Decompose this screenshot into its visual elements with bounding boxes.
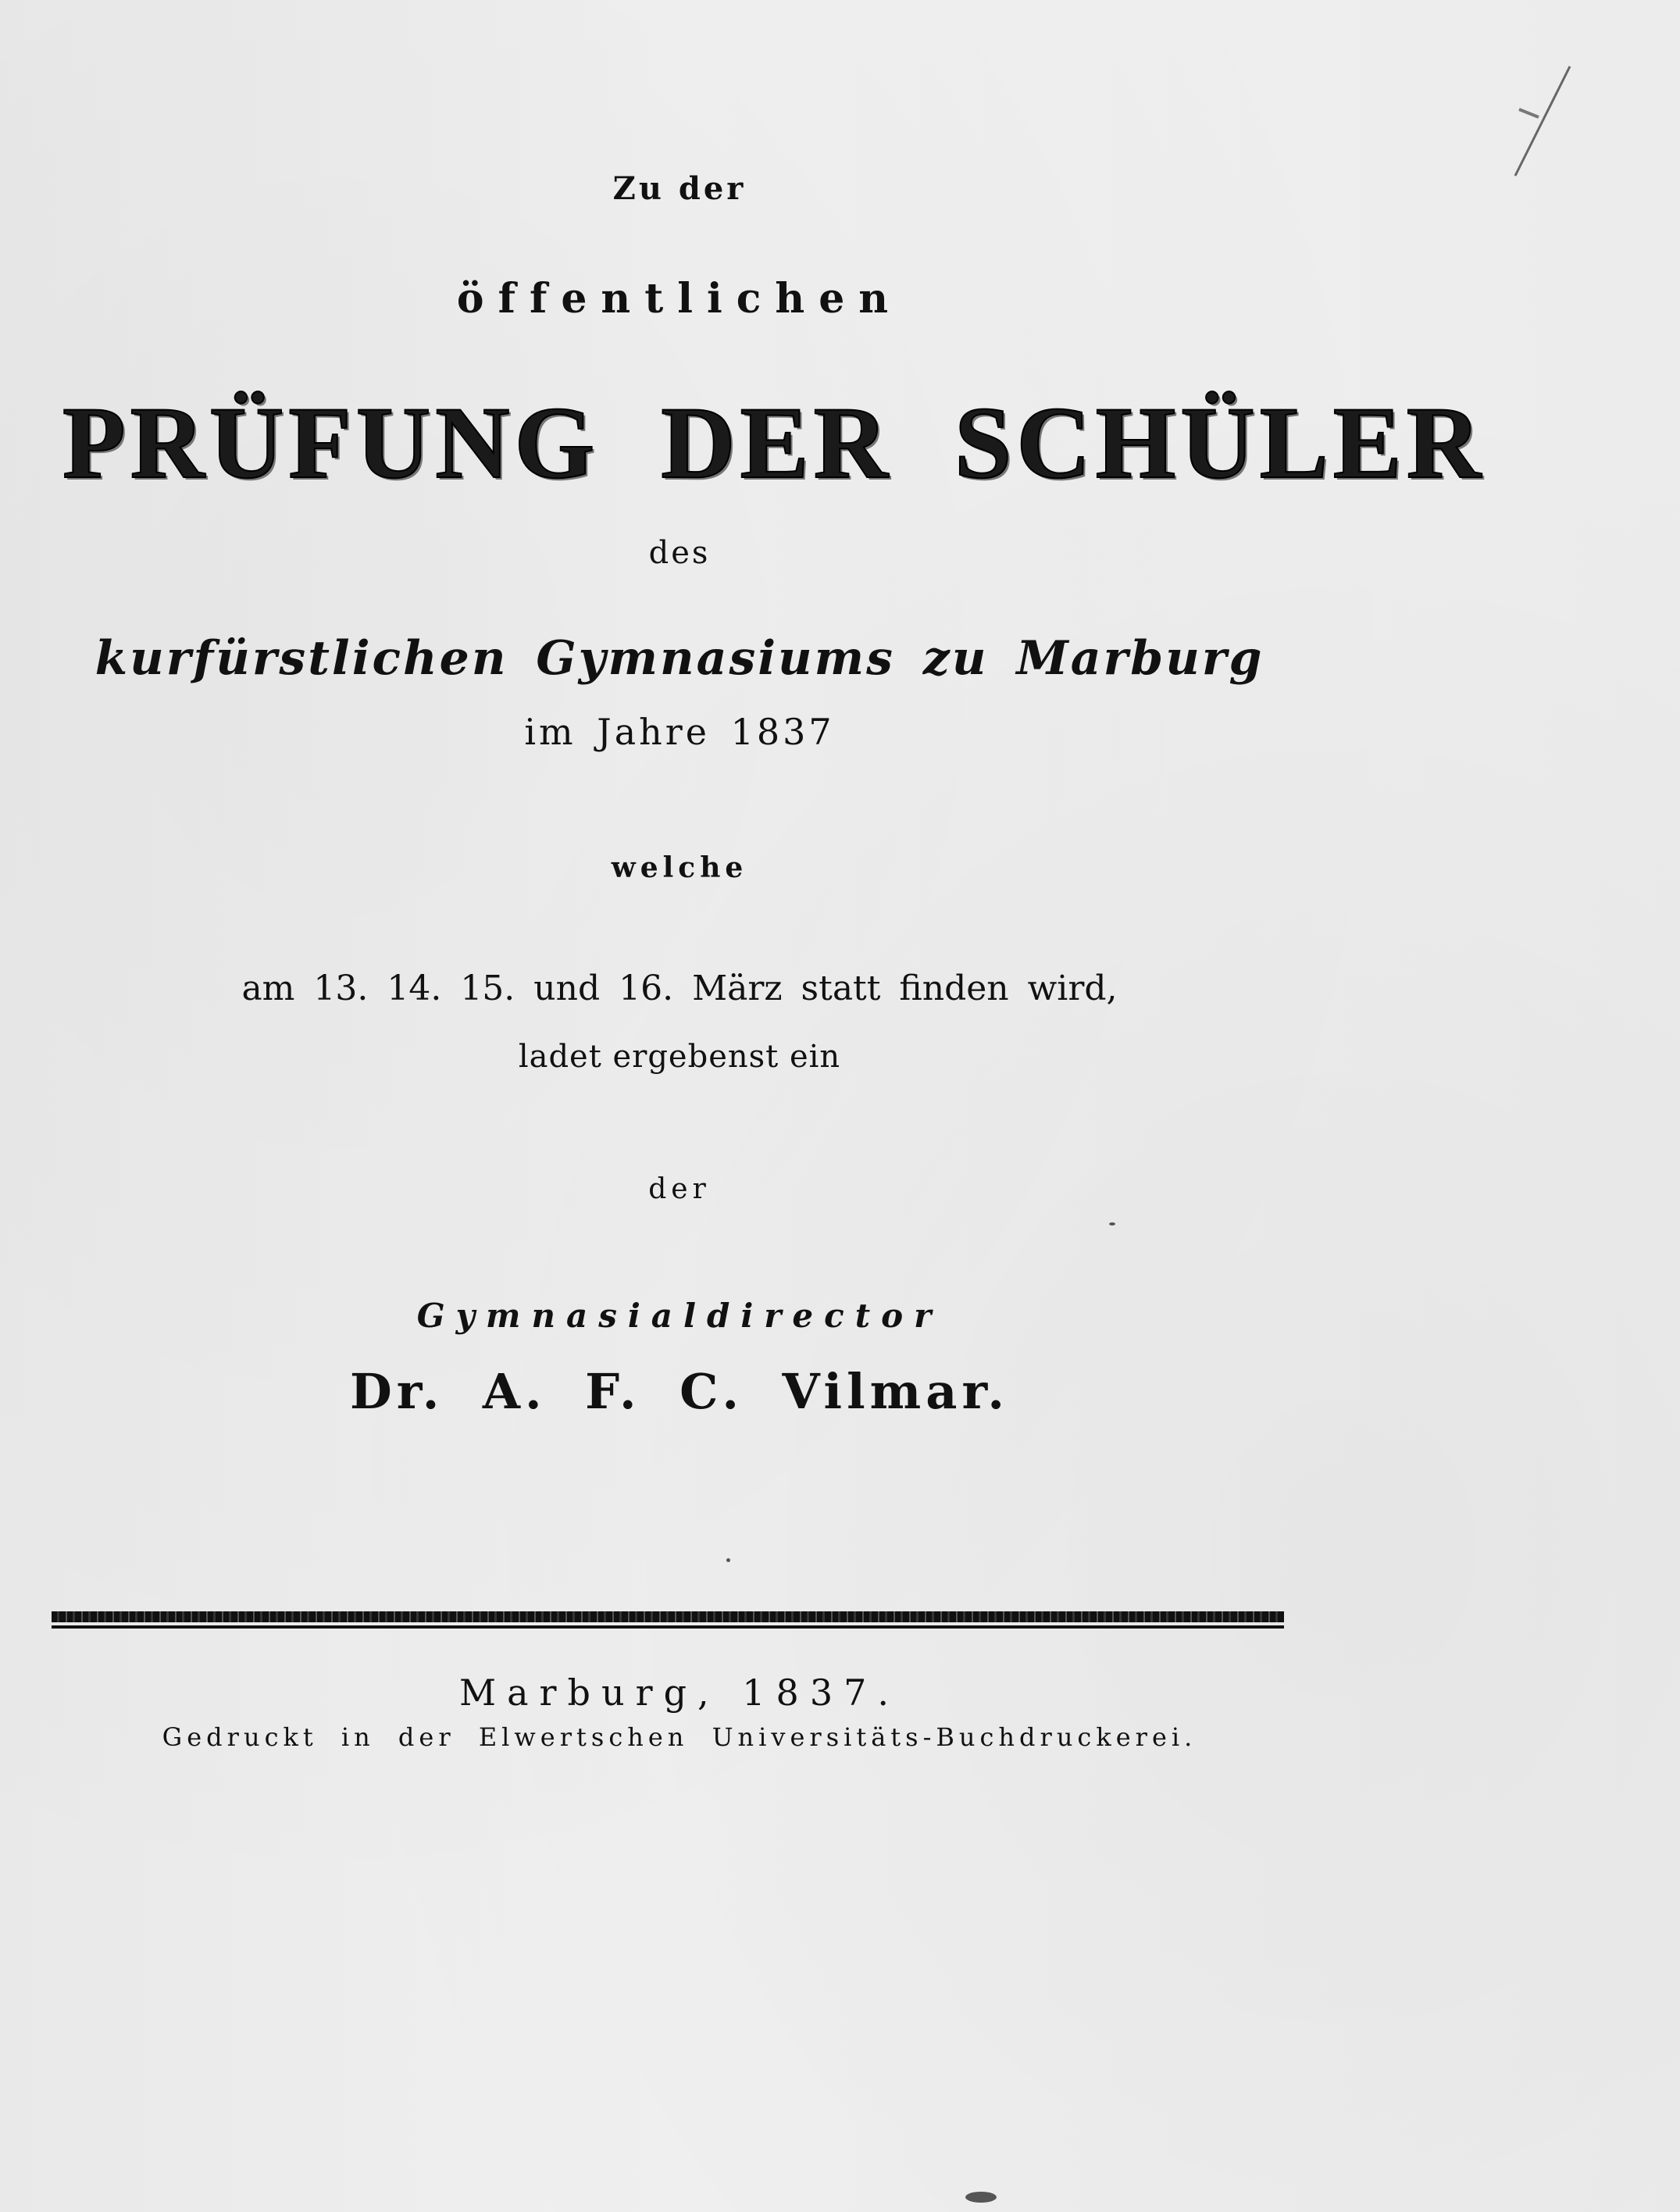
connector-welche: welche [611,851,748,884]
institution-name: kurfürstlichen Gymnasiums zu Marburg [95,631,1264,686]
imprint-place-year: Marburg, 1837. [459,1671,900,1714]
connector-der: der [648,1173,711,1205]
year-line: im Jahre 1837 [524,711,835,753]
decorative-rule [52,1611,1284,1630]
author-name: Dr. A. F. C. Vilmar. [349,1363,1009,1420]
invitation-text: ladet ergebenst ein [518,1039,841,1075]
headline-pruefung: PRÜFUNG DER SCHÜLER [62,385,1486,500]
imprint-printer: Gedruckt in der Elwertschen Universitäts-Buchdruckerei. [162,1722,1197,1752]
exam-dates: am 13. 14. 15. und 16. März statt finden wird, [241,969,1118,1008]
paper-speck [1109,1222,1115,1226]
intro-zu-der: Zu der [612,170,747,207]
author-role: Gymnasialdirector [416,1297,943,1335]
pencil-mark-icon [1507,62,1578,180]
rule-thin-line [52,1625,1284,1629]
intro-oeffentlichen: öffentlichen [456,275,903,323]
paper-speck [965,2192,997,2203]
connector-des: des [648,535,711,571]
rule-thick-band [52,1611,1284,1622]
paper-speck [726,1558,730,1562]
